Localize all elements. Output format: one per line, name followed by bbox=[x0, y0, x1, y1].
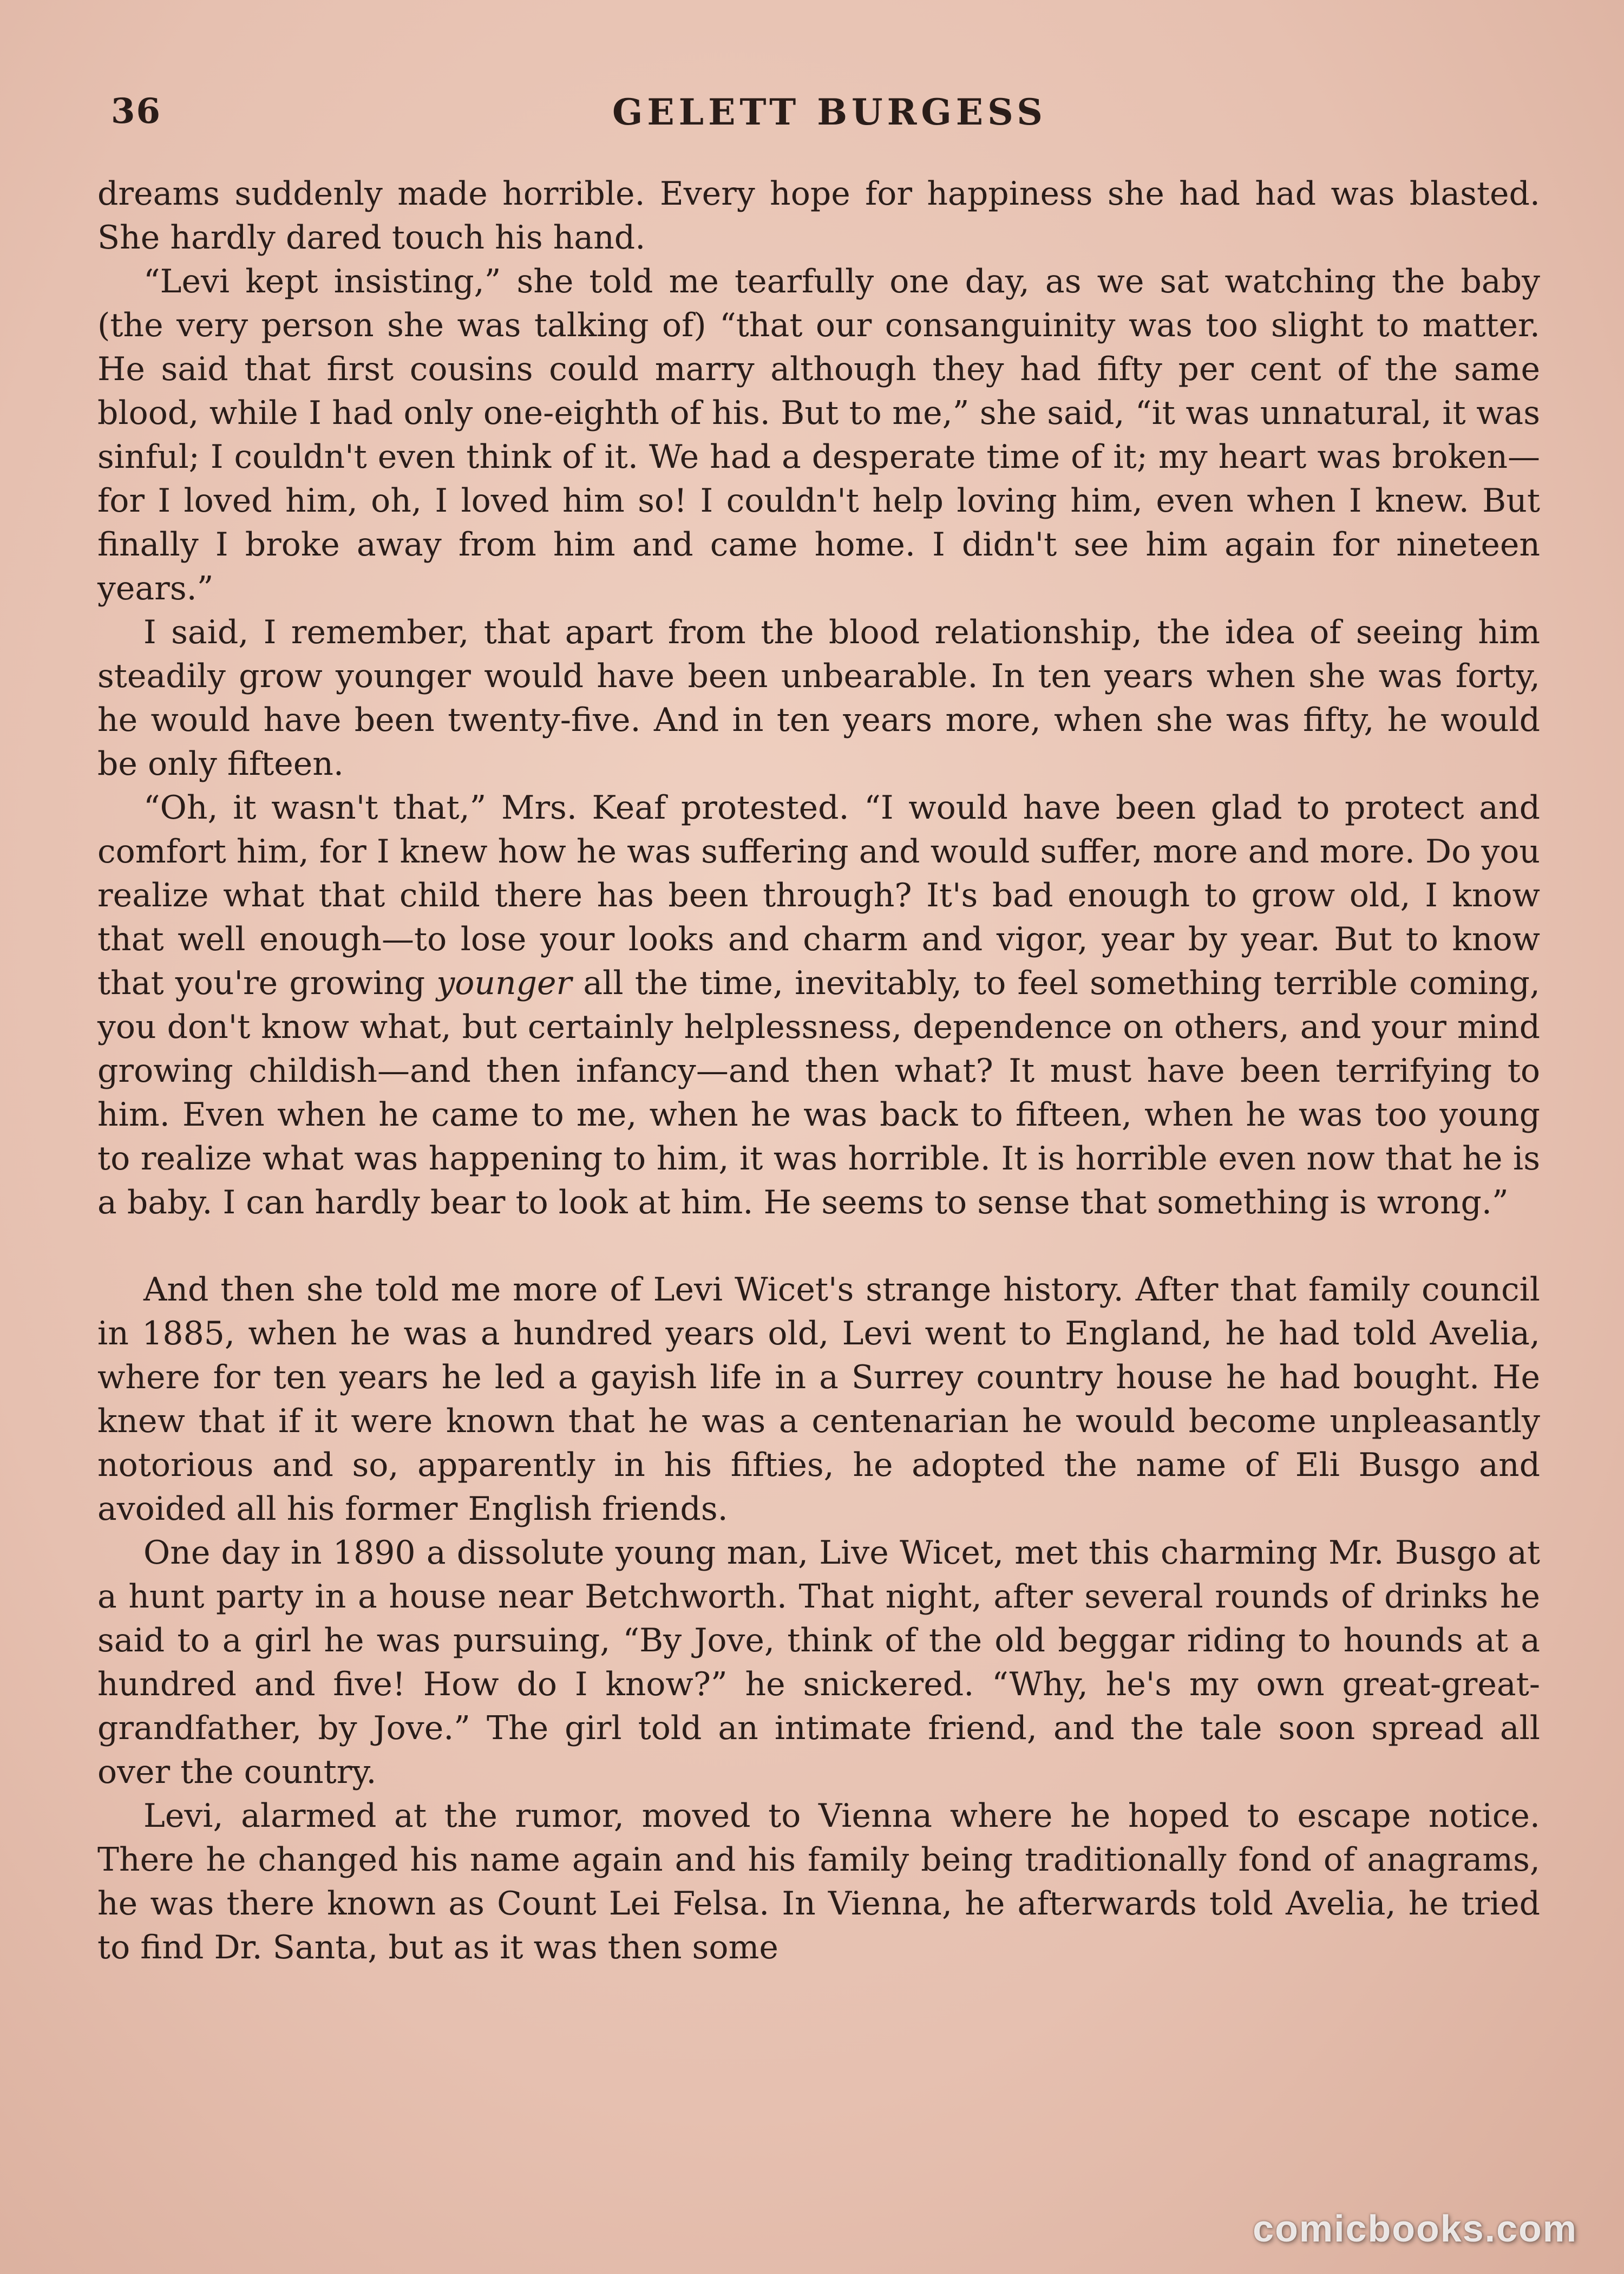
page-number: 36 bbox=[111, 91, 162, 132]
italic-word-younger: younger bbox=[436, 964, 572, 1002]
body-text bbox=[97, 172, 1540, 1970]
paragraph-levi-alarmed: Levi, alarmed at the rumor, moved to Vienna where he hoped to escape notice. There he changed his name again and his family being traditionally fond of anagrams, he was there known as Count Lei Felsa. In Vienna, he afterwards told Avelia, he tried to find Dr. Santa, but as it was then some bbox=[97, 1797, 1540, 1966]
running-head: GELETT BURGESS bbox=[612, 91, 1047, 133]
paragraph-strange-history: And then she told me more of Levi Wicet's strange history. After that family council in 1885, when he was a hundred years old, Levi went to England, he had told Avelia, where for ten years he led a gayish life in a Surrey country house he had bought. He knew that if it were known that he was a centenarian he would become unpleasantly notorious and so, apparently in his fifties, he adopted the name of Eli Busgo and avoided all his former English friends. bbox=[97, 1271, 1540, 1528]
paragraph-oh-it-wasnt-that bbox=[97, 786, 1540, 1225]
page-header bbox=[111, 91, 1548, 140]
paragraph-continuation: dreams suddenly made horrible. Every hope for happiness she had had was blasted. She hardly dared touch his hand. bbox=[97, 175, 1540, 257]
paragraph-i-said: I said, I remember, that apart from the blood relationship, the idea of seeing him steadily grow younger would have been unbearable. In ten years when she was forty, he would have been twenty-five. And in ten years more, when she was fifty, he would be only fifteen. bbox=[97, 613, 1540, 783]
paragraph-text-before-italic: “Oh, it wasn't that,” Mrs. Keaf protested. “I would have been glad to protect and comfort him, for I knew how he was suffering and would suffer, more and more. Do you realize what that child there has been through? It's bad enough to grow old, I know that well enough—to lose your looks and charm and vigor, year by year. But to know that you're growing bbox=[97, 789, 1540, 1002]
paragraph-levi-kept-insisting: “Levi kept insisting,” she told me tearfully one day, as we sat watching the baby (the very person she was talking of) “that our consanguinity was too slight to matter. He said that first cousins could marry although they had fifty per cent of the same blood, while I had only one-eighth of his. But to me,” she said, “it was unnatural, it was sinful; I couldn't even think of it. We had a desperate time of it; my heart was broken—for I loved him, oh, I loved him so! I couldn't help loving him, even when I knew. But finally I broke away from him and came home. I didn't see him again for nineteen years.” bbox=[97, 263, 1540, 607]
paragraph-text-after-italic: all the time, inevitably, to feel something terrible coming, you don't know what, but certainly helplessness, dependence on others, and your mind growing childish—and then infancy—and then what? It must have been terrifying to him. Even when he came to me, when he was back to fifteen, when he was too young to realize what was happening to him, it was horrible. It is horrible even now that he is a baby. I can hardly bear to look at him. He seems to sense that something is wrong.” bbox=[97, 964, 1540, 1221]
watermark-logo: comicbooks.com bbox=[1253, 2207, 1577, 2250]
paragraph-one-day-1890: One day in 1890 a dissolute young man, Live Wicet, met this charming Mr. Busgo at a hunt party in a house near Betchworth. That night, after several rounds of drinks he said to a girl he was pursuing, “By Jove, think of the old beggar riding to hounds at a hundred and five! How do I know?” he snickered. “Why, he's my own great-great-grandfather, by Jove.” The girl told an intimate friend, and the tale soon spread all over the country. bbox=[97, 1534, 1540, 1791]
